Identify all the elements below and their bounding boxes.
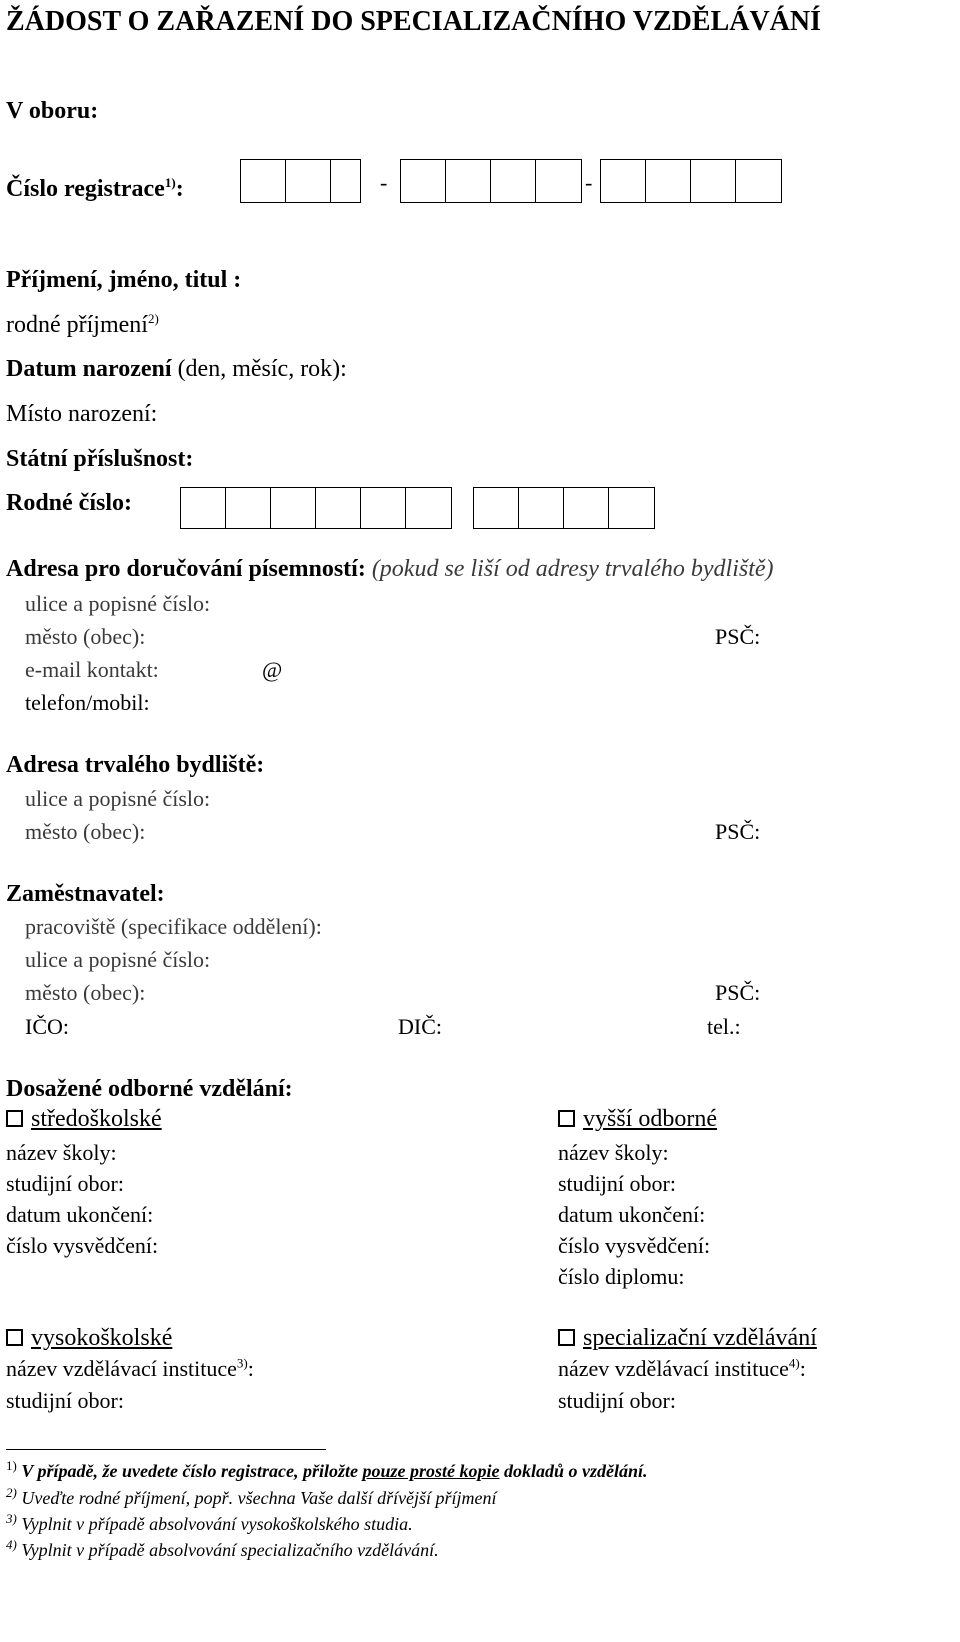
vyssi-option[interactable]: vyšší odborné bbox=[558, 1106, 717, 1133]
trvale-ulice-label: ulice a popisné číslo: bbox=[25, 786, 211, 811]
zamestnavatel-mesto-label: město (obec): bbox=[25, 980, 146, 1005]
dic-label: DIČ: bbox=[398, 1014, 442, 1039]
misto-narozeni-label: Místo narození: bbox=[6, 401, 158, 427]
stredo-obor-label: studijní obor: bbox=[6, 1171, 124, 1196]
trvale-psc-label: PSČ: bbox=[715, 819, 761, 844]
footnote-4: $^{4)}$ Vyplnit v případě absolvování specializačního vzdělávání. bbox=[6, 1537, 439, 1560]
dorucovaci-heading: Adresa pro doručování písemností: (pokud se liší od adresy trvalého bydliště) bbox=[6, 556, 774, 582]
trvale-mesto-label: město (obec): bbox=[25, 819, 146, 844]
footnote-divider bbox=[6, 1449, 326, 1450]
stredo-nazev-label: název školy: bbox=[6, 1140, 117, 1165]
specializacni-checkbox[interactable] bbox=[558, 1329, 575, 1346]
page-title: ŽÁDOST O ZAŘAZENÍ DO SPECIALIZAČNÍHO VZDĚLÁVÁNÍ bbox=[6, 6, 822, 37]
registrace-boxes-2[interactable] bbox=[400, 159, 582, 203]
vyssi-diplom-label: číslo diplomu: bbox=[558, 1264, 685, 1289]
stredo-datum-label: datum ukončení: bbox=[6, 1202, 154, 1227]
footnote-1: $^{1)}$ V případě, že uvedete číslo registrace, přiložte pouze prosté kopie dokladů o vzdělání. bbox=[6, 1458, 648, 1481]
registrace-boxes-1[interactable] bbox=[240, 159, 361, 203]
dorucovaci-ulice-label: ulice a popisné číslo: bbox=[25, 591, 211, 616]
at-sign: @ bbox=[262, 657, 283, 682]
vysokoskolske-checkbox[interactable] bbox=[6, 1329, 23, 1346]
vyssi-cislo-label: číslo vysvědčení: bbox=[558, 1233, 711, 1258]
special-obor-label: studijní obor: bbox=[558, 1388, 676, 1413]
stredoskolske-checkbox[interactable] bbox=[6, 1110, 23, 1127]
special-nazev-label: název vzdělávací instituce$^{4)}$: bbox=[558, 1355, 806, 1381]
vyssi-obor-label: studijní obor: bbox=[558, 1171, 676, 1196]
rodne-cislo-label: Rodné číslo: bbox=[6, 490, 132, 516]
datum-narozeni-label: Datum narození (den, měsíc, rok): bbox=[6, 356, 347, 382]
pracoviste-label: pracoviště (specifikace oddělení): bbox=[25, 914, 322, 939]
registrace-separator: - bbox=[380, 170, 388, 195]
dorucovaci-email-label: e-mail kontakt: bbox=[25, 657, 159, 682]
obor-label: V oboru: bbox=[6, 98, 99, 124]
stredo-cislo-label: číslo vysvědčení: bbox=[6, 1233, 159, 1258]
rodne-prijmeni-label: rodné příjmení$^{2)}$ bbox=[6, 311, 159, 338]
ico-label: IČO: bbox=[25, 1014, 69, 1039]
registrace-label: Číslo registrace$^{1)}$: bbox=[6, 175, 184, 202]
footnote-3: $^{3)}$ Vyplnit v případě absolvování vysokoškolského studia. bbox=[6, 1511, 413, 1534]
dorucovaci-telefon-label: telefon/mobil: bbox=[25, 690, 150, 715]
vysokoskolske-option[interactable]: vysokoškolské bbox=[6, 1325, 172, 1352]
vysoko-nazev-label: název vzdělávací instituce$^{3)}$: bbox=[6, 1355, 254, 1381]
dorucovaci-mesto-label: město (obec): bbox=[25, 624, 146, 649]
stredoskolske-option[interactable]: středoškolské bbox=[6, 1106, 162, 1133]
rodne-cislo-boxes-2[interactable] bbox=[473, 487, 655, 529]
registrace-boxes-3[interactable] bbox=[600, 159, 782, 203]
rodne-cislo-boxes-1[interactable] bbox=[180, 487, 452, 529]
statni-prislusnost-label: Státní příslušnost: bbox=[6, 446, 194, 472]
zamestnavatel-ulice-label: ulice a popisné číslo: bbox=[25, 947, 211, 972]
vysoko-obor-label: studijní obor: bbox=[6, 1388, 124, 1413]
trvale-heading: Adresa trvalého bydliště: bbox=[6, 752, 265, 778]
specializacni-option[interactable]: specializační vzdělávání bbox=[558, 1325, 817, 1352]
dorucovaci-psc-label: PSČ: bbox=[715, 624, 761, 649]
name-label: Příjmení, jméno, titul : bbox=[6, 267, 242, 293]
registrace-separator: - bbox=[585, 170, 593, 195]
zamestnavatel-psc-label: PSČ: bbox=[715, 980, 761, 1005]
vyssi-checkbox[interactable] bbox=[558, 1110, 575, 1127]
zamestnavatel-heading: Zaměstnavatel: bbox=[6, 881, 165, 907]
vyssi-datum-label: datum ukončení: bbox=[558, 1202, 706, 1227]
vzdelani-heading: Dosažené odborné vzdělání: bbox=[6, 1076, 293, 1102]
footnote-2: $^{2)}$ Uveďte rodné příjmení, popř. všechna Vaše další dřívější příjmení bbox=[6, 1485, 497, 1508]
vyssi-nazev-label: název školy: bbox=[558, 1140, 669, 1165]
tel-label: tel.: bbox=[707, 1014, 741, 1039]
